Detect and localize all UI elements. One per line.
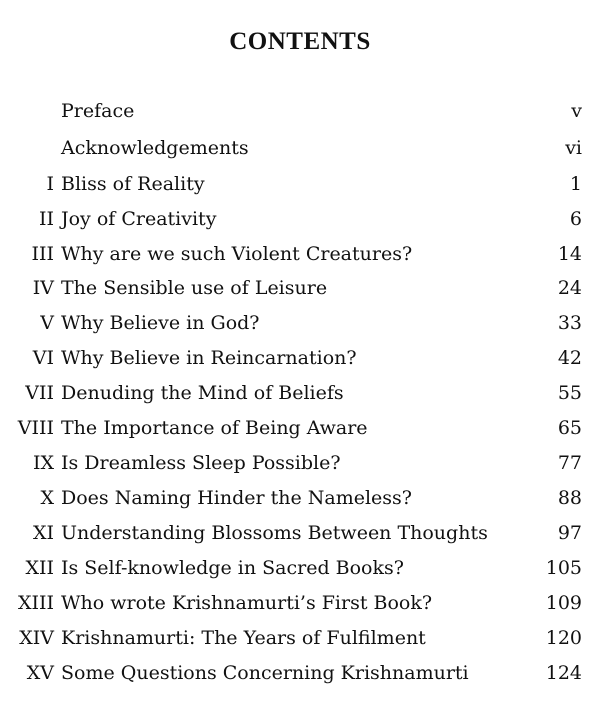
toc-entry xyxy=(0,308,600,338)
chapter-number: XIII xyxy=(17,592,54,614)
toc-entry xyxy=(0,204,600,234)
chapter-number: IV xyxy=(32,277,54,299)
chapter-title: Who wrote Krishnamurti’s First Book? xyxy=(61,592,433,614)
chapter-title: Why Believe in Reincarnation? xyxy=(61,347,357,369)
page-number: 65 xyxy=(557,417,582,439)
toc-entry xyxy=(0,623,600,653)
chapter-title: Why are we such Violent Creatures? xyxy=(61,243,413,265)
chapter-title: Preface xyxy=(61,100,135,122)
page-number: 120 xyxy=(545,627,582,649)
chapter-title: Understanding Blossoms Between Thoughts xyxy=(61,522,488,544)
chapter-number: XIV xyxy=(19,627,54,649)
chapter-number: XV xyxy=(26,662,54,684)
chapter-title: Joy of Creativity xyxy=(61,208,217,230)
page-title: CONTENTS xyxy=(229,28,371,55)
page-number: 109 xyxy=(545,592,582,614)
chapter-number: VI xyxy=(32,347,54,369)
chapter-number: III xyxy=(31,243,54,265)
toc-entry xyxy=(0,239,600,269)
page-number: 14 xyxy=(557,243,582,265)
chapter-title: Some Questions Concerning Krishnamurti xyxy=(61,662,469,684)
chapter-title: Bliss of Reality xyxy=(61,173,205,195)
chapter-title: The Sensible use of Leisure xyxy=(61,277,328,299)
toc-entry xyxy=(0,169,600,199)
page-number: 105 xyxy=(545,557,582,579)
chapter-title: Is Dreamless Sleep Possible? xyxy=(61,452,341,474)
chapter-title: The Importance of Being Aware xyxy=(61,417,368,439)
toc-entry xyxy=(0,413,600,443)
chapter-number: VIII xyxy=(17,417,54,439)
toc-entry xyxy=(0,518,600,548)
chapter-number: XI xyxy=(32,522,54,544)
chapter-title: Acknowledgements xyxy=(61,137,249,159)
page-number: 33 xyxy=(557,312,582,334)
chapter-number: I xyxy=(46,173,54,195)
toc-entry-acknowledgements xyxy=(0,133,600,163)
page-number: 88 xyxy=(557,487,582,509)
toc-entry xyxy=(0,378,600,408)
chapter-number: VII xyxy=(25,382,54,404)
page-number: 1 xyxy=(569,173,582,195)
chapter-title: Krishnamurti: The Years of Fulfilment xyxy=(61,627,426,649)
page-number: v xyxy=(571,100,582,122)
toc-entry xyxy=(0,553,600,583)
page-number: 124 xyxy=(545,662,582,684)
toc-entry xyxy=(0,483,600,513)
toc-entry xyxy=(0,588,600,618)
chapter-number: X xyxy=(40,487,54,509)
chapter-title: Denuding the Mind of Beliefs xyxy=(61,382,344,404)
page-number: 55 xyxy=(557,382,582,404)
chapter-number: XII xyxy=(25,557,54,579)
page-number: 24 xyxy=(557,277,582,299)
page-number: 77 xyxy=(557,452,582,474)
chapter-title: Is Self-knowledge in Sacred Books? xyxy=(61,557,404,579)
chapter-title: Why Believe in God? xyxy=(61,312,260,334)
page-number: vi xyxy=(565,137,582,159)
chapter-number: II xyxy=(38,208,54,230)
page-number: 42 xyxy=(557,347,582,369)
toc-entry xyxy=(0,448,600,478)
chapter-title: Does Naming Hinder the Nameless? xyxy=(61,487,412,509)
toc-entry xyxy=(0,273,600,303)
chapter-number: V xyxy=(40,312,54,334)
toc-entry xyxy=(0,343,600,373)
toc-entry xyxy=(0,658,600,688)
page-number: 97 xyxy=(557,522,582,544)
chapter-number: IX xyxy=(32,452,54,474)
page-number: 6 xyxy=(569,208,582,230)
toc-entry-preface xyxy=(0,96,600,126)
